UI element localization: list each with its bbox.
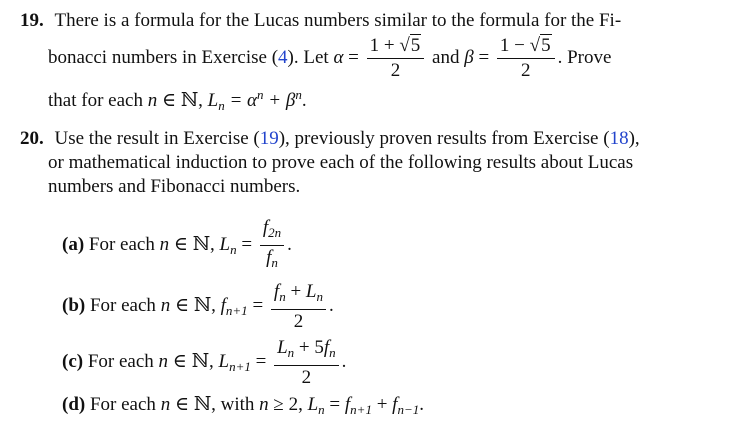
in-naturals: ∈ ℕ, [157,90,208,111]
sqrt-icon: √ [399,35,410,57]
equals: = [250,351,272,372]
sub-n: n [218,98,225,113]
sub-n-plus-1: n+1 [350,402,372,417]
ex19-text-line3a: that for each [48,90,148,111]
in-naturals: ∈ ℕ, [170,394,221,415]
var-L: L [305,280,317,302]
sqrt-icon: √ [529,35,541,57]
ex19-line3 [48,84,307,117]
var-L: L [207,90,219,111]
sub-n: n [279,288,286,304]
period: . [419,394,424,415]
item-b [62,280,334,337]
var-f: f [273,280,280,302]
ex20-text-line1a: Use the result in Exercise ( [54,128,260,149]
ex19-line1 [20,10,621,32]
alpha-denominator: 2 [390,60,401,82]
period: . [328,295,334,316]
var-f: f [220,295,226,316]
sub-n: n [230,241,237,257]
ex20-line2 [48,152,633,174]
var-n: n [158,351,169,372]
radicand: 5 [410,35,421,57]
ex20-number: 20. [20,128,44,149]
sup-n: n [257,87,264,102]
item-b-label: (b) [62,295,86,316]
ex19-text-line2a: bonacci numbers in Exercise ( [48,47,279,68]
var-f: f [262,217,269,238]
sub-n: n [318,402,325,417]
var-f: f [392,394,398,415]
plus: + [371,394,393,415]
prove-text: . Prove [557,47,612,68]
equals: = [247,295,268,316]
fraction-a [260,218,284,273]
var-L: L [307,394,319,415]
sub-n: n [287,344,295,360]
ex20-text-line2: or mathematical induction to prove each of the following results about Lucas [48,152,634,173]
beta-symbol: β [464,47,474,68]
denominator-2: 2 [301,366,312,388]
coefficient-5: 5 [314,336,324,358]
sub-n: n [316,288,323,304]
equals-sign: = [348,47,359,68]
ex19-text-line2b: ). Let [287,47,334,68]
sub-2n: 2n [268,225,282,240]
for-each: For each [89,394,161,415]
sub-n: n [329,344,336,360]
radicand: 5 [541,35,551,57]
beta-denominator: 2 [521,60,531,82]
in-naturals: ∈ ℕ, [168,351,219,372]
item-a [62,218,292,276]
for-each: For each [89,295,161,316]
plus: + [294,336,315,358]
with-text: with [220,394,260,415]
for-each: For each [87,351,159,372]
ex20-text-line3: numbers and Fibonacci numbers. [48,176,301,197]
eq-alpha: = α [224,90,258,111]
in-naturals: ∈ ℕ, [170,295,221,316]
item-a-label: (a) [62,233,85,255]
item-c [62,336,346,393]
var-n: n [259,394,269,415]
var-L: L [219,233,231,255]
alpha-fraction [367,36,425,81]
item-c-label: (c) [62,351,84,372]
sub-n-plus-1: n+1 [225,303,248,318]
in-naturals: ∈ ℕ, [169,233,220,255]
sup-n: n [295,87,302,102]
var-L: L [277,336,288,358]
var-n: n [159,233,170,255]
fraction-b [271,282,326,332]
period: . [301,90,307,111]
equals: = [324,394,345,415]
equals-sign: = [478,47,490,68]
ex19-line2 [48,34,611,82]
period: . [287,233,292,255]
var-f: f [344,394,351,415]
for-each: For each [88,233,160,255]
var-n: n [160,295,171,316]
fraction-c [274,338,339,388]
item-d-label: (d) [62,394,86,415]
plus: + [285,280,306,302]
alpha-symbol: α [333,47,344,68]
geq-2: ≥ 2, [268,394,308,415]
ex20-ref-19[interactable]: 19 [259,128,279,149]
alpha-numerator-text: 1 + [369,35,400,57]
period: . [341,351,347,372]
ex20-text-line1b: ), previously proven results from Exercise ( [278,128,610,149]
equals: = [236,233,257,255]
ex20-text-line1c: ), [628,128,640,149]
ex19-text-line1: There is a formula for the Lucas numbers similar to the formula for the Fi- [54,10,622,31]
ex19-ref-4[interactable]: 4 [278,47,288,68]
beta-fraction [497,36,555,81]
beta-numerator-text: 1 − [499,35,530,57]
sub-n-plus-1: n+1 [229,359,251,374]
var-n: n [147,90,158,111]
var-f: f [266,247,272,268]
plus-beta: + β [263,90,296,111]
item-d [62,394,424,421]
var-L: L [218,351,230,372]
and-text: and [427,47,465,68]
sub-n-minus-1: n−1 [397,402,420,417]
var-n: n [160,394,171,415]
sub-n: n [271,255,278,270]
denominator-2: 2 [293,310,304,332]
ex19-number: 19. [20,10,44,31]
ex20-ref-18[interactable]: 18 [609,128,629,149]
ex20-line3 [48,176,300,198]
var-f: f [323,336,330,358]
ex20-line1 [20,128,640,150]
